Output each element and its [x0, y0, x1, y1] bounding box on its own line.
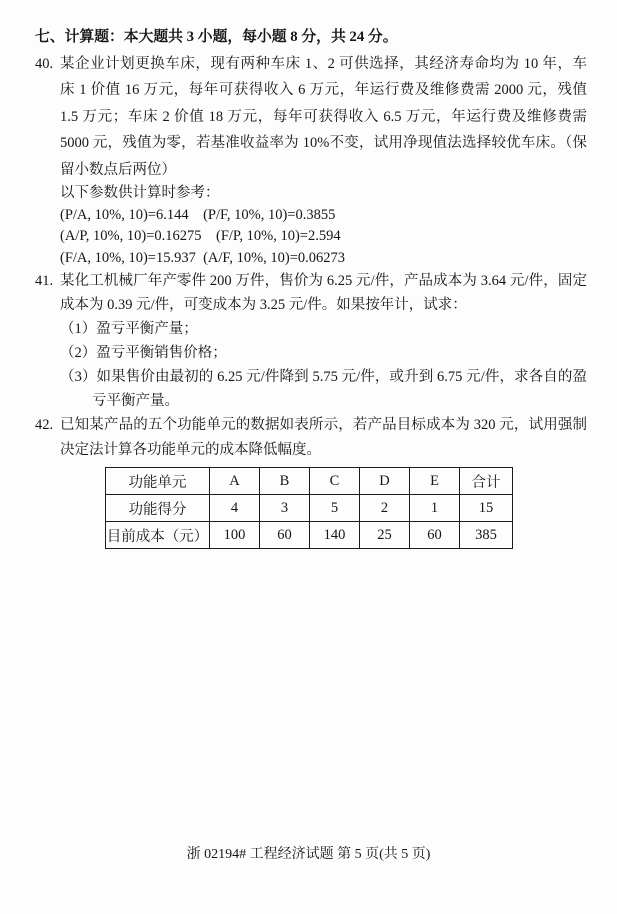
- table-cell: 5: [310, 495, 360, 522]
- question-41-number: 41.: [35, 273, 54, 289]
- exam-content: [35, 24, 587, 549]
- question-41-subitem-1: （1）盈亏平衡产量；: [60, 321, 198, 337]
- question-40-line: 5000 元，残值为零，若基准收益率为 10%不变，试用净现值法选择较优车床。（保: [60, 135, 587, 151]
- question-42-line: 已知某产品的五个功能单元的数据如表所示，若产品目标成本为 320 元，试用强制: [60, 417, 587, 433]
- question-41-body: [60, 269, 587, 413]
- question-40-reference-note: 以下参数供计算时参考：: [60, 185, 220, 201]
- question-41-subitem-2: （2）盈亏平衡销售价格；: [60, 345, 227, 361]
- question-40-body: [60, 51, 587, 270]
- table-cell: 目前成本（元）: [106, 522, 210, 549]
- question-42-line: 决定法计算各功能单元的成本降低幅度。: [60, 442, 321, 458]
- table-cell: 功能得分: [106, 495, 210, 522]
- question-41-line: 成本为 0.39 元/件，可变成本为 3.25 元/件。如果按年计，试求：: [60, 297, 467, 313]
- table-cell: E: [410, 468, 460, 495]
- table-row-costs: [106, 522, 513, 549]
- question-40-factor-line: (F/A, 10%, 10)=15.937 (A/F, 10%, 10)=0.06273: [60, 249, 346, 266]
- page-footer: 浙 02194# 工程经济试题 第 5 页(共 5 页): [186, 847, 431, 862]
- table-cell: B: [260, 468, 310, 495]
- table-cell: 60: [410, 522, 460, 549]
- table-cell: 4: [210, 495, 260, 522]
- table-cell: D: [360, 468, 410, 495]
- question-40-line: 1.5 万元；车床 2 价值 18 万元，每年可获得收入 6.5 万元，年运行费及维修费需: [60, 108, 587, 125]
- table-cell: 385: [460, 522, 513, 549]
- table-cell: A: [210, 468, 260, 495]
- table-cell: C: [310, 468, 360, 495]
- table-cell: 功能单元: [106, 468, 210, 495]
- table-cell: 100: [210, 522, 260, 549]
- question-42: [35, 413, 587, 463]
- table-cell: 15: [460, 495, 513, 522]
- table-cell: 2: [360, 495, 410, 522]
- function-unit-table: [105, 467, 513, 549]
- table-cell: 140: [310, 522, 360, 549]
- table-cell: 3: [260, 495, 310, 522]
- question-42-body: [60, 413, 587, 463]
- question-40-factor-line: (A/P, 10%, 10)=0.16275 (F/P, 10%, 10)=2.594: [60, 228, 341, 244]
- question-40-line: 床 1 价值 16 万元，每年可获得收入 6 万元，年运行费及维修费需 2000 元，残值: [60, 82, 587, 98]
- question-41-subitem-3-continued: 亏平衡产量。: [92, 393, 179, 409]
- question-41: [35, 269, 587, 413]
- section-heading: 七、计算题：本大题共 3 小题，每小题 8 分，共 24 分。: [35, 29, 398, 45]
- table-cell: 合计: [460, 468, 513, 495]
- question-42-number: 42.: [35, 417, 54, 433]
- table-row-header: [106, 468, 513, 495]
- table-cell: 1: [410, 495, 460, 522]
- table-cell: 60: [260, 522, 310, 549]
- question-41-line: 某化工机械厂年产零件 200 万件，售价为 6.25 元/件，产品成本为 3.64 元/件，固定: [60, 273, 587, 289]
- question-40-line: 某企业计划更换车床，现有两种车床 1、2 可供选择，其经济寿命均为 10 年，车: [60, 55, 587, 72]
- question-40: [35, 51, 587, 270]
- table-row-scores: [106, 495, 513, 522]
- question-40-factor-line: (P/A, 10%, 10)=6.144 (P/F, 10%, 10)=0.3855: [60, 206, 336, 223]
- question-40-number: 40.: [35, 55, 54, 72]
- question-40-line: 留小数点后两位）: [60, 161, 176, 178]
- table-cell: 25: [360, 522, 410, 549]
- question-41-subitem-3: （3）如果售价由最初的 6.25 元/件降到 5.75 元/件，或升到 6.75 元/件，求各自的盈: [60, 369, 587, 385]
